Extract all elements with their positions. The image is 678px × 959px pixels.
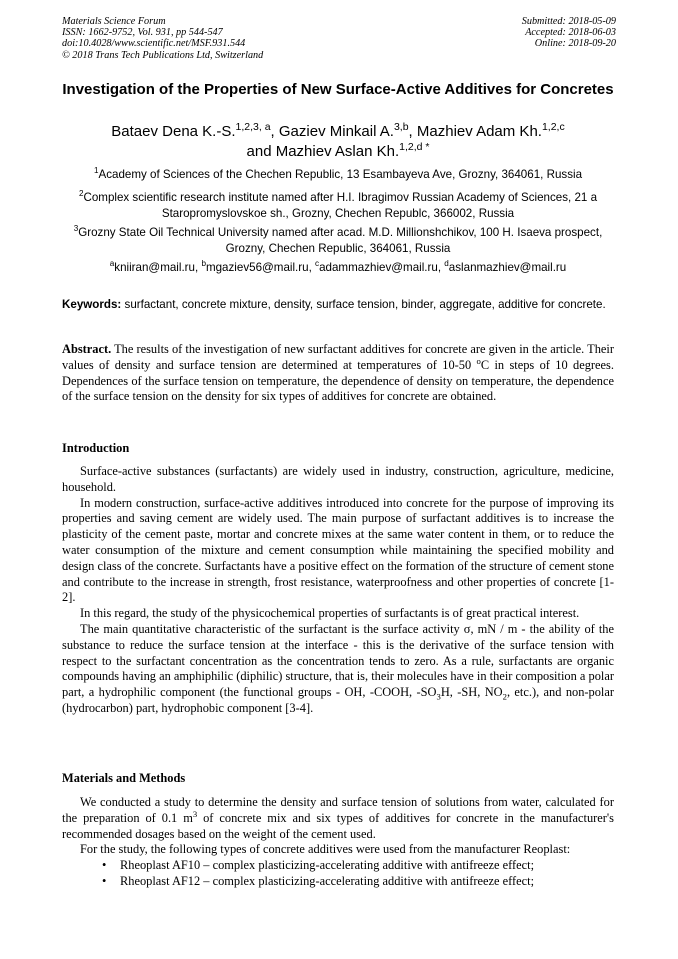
paragraph: We conducted a study to determine the density and surface tension of solutions from water, calculated for the preparation of 0.1 $m^3$ of concrete mix and six types of additives for concrete in the manufacturer's recommended dosages based on the weight of the cement used. [62, 795, 614, 841]
paragraph: Surface-active substances (surfactants) are widely used in industry, construction, agriculture, medicine, household. [62, 464, 614, 494]
copyright: © 2018 Trans Tech Publications Ltd, Switzerland [62, 49, 264, 61]
paragraph: The main quantitative characteristic of the surfactant is the surface activity σ, mN / m - the ability of the substance to reduce the surface tension at the interface - this is the derivative of the surface tension with respect to the surfactant concentration as the concentration tends to zero. As a rule, surfactants are organic compounds having an amphiphilic (diphilic) structure, that is, their molecules have in their composition a polar part, a hydrophilic component (the functional groups - OH, -COOH, $-SO_3H$, -SH, $NO_2$, etc.), and non-polar (hydrocarbon) part, hydrophobic component [3-4]. [62, 621, 615, 715]
email-a[interactable]: $^a$kniiran@mail.ru [109, 259, 195, 274]
methods-heading: Materials and Methods [62, 771, 186, 785]
online-date: Online: 2018-09-20 [534, 38, 616, 50]
bullet-icon: • [102, 858, 107, 873]
paragraph: In this regard, the study of the physicochemical properties of surfactants is of great practical interest. [80, 606, 580, 621]
keywords-label: Keywords: [62, 298, 122, 311]
affiliation-2: $^2$Complex scientific research institute named after H.I. Ibragimov Russian Academy of Sciences, 21 a Staropromyslovskoe sh., Grozny, Chechen Republc, 366002, Russia [78, 189, 598, 220]
bullet-icon: • [102, 873, 107, 888]
author: Mazhiev Aslan Kh.$^{1,2,d *}$ [275, 140, 430, 160]
author-list: Bataev Dena K.-S.$^{1,2,3, a}$, Gaziev Minkail A.$^{3,b}$, Mazhiev Adam Kh.$^{1,2,c}$ and Mazhiev Aslan Kh.$^{1,2,d *}$ [111, 121, 565, 160]
affiliation-3: $^3$Grozny State Oil Technical University named after acad. M.D. Millionshchikov, 100 H. Isaeva prospect, Grozny, Chechen Republic, 364061, Russia [73, 224, 603, 255]
list-item: • Rheoplast AF10 – complex plasticizing-accelerating additive with antifreeze effect; [102, 858, 535, 873]
paragraph: For the study, the following types of concrete additives were used from the manufacturer Reoplast: [80, 842, 571, 857]
paragraph: In modern construction, surface-active additives introduced into concrete for the purpose of improving its properties and saving cement are widely used. The main purpose of surfactant additives is to increase the plasticity of the cement paste, mortar and concrete mixes at the same water content in them, or to reduce the water consumption of the mixture and cement consumption while maintaining the specified mobility and design class of the concrete. Surfactants have a positive effect on the formation of the structure of cement stone and contribute to the increase in strength, frost resistance, waterproofness and other properties of concrete [1-2]. [62, 495, 614, 605]
abstract-label: Abstract. [62, 342, 112, 356]
introduction-body [62, 464, 614, 717]
journal-header [62, 16, 263, 61]
list-item: • Rheoplast AF12 – complex plasticizing-accelerating additive with antifreeze effect; [102, 873, 535, 888]
keywords-text: surfactant, concrete mixture, density, surface tension, binder, aggregate, additive for concrete. [124, 298, 606, 311]
methods-body [62, 795, 614, 890]
doi[interactable]: doi:10.4028/www.scientific.net/MSF.931.544 [62, 38, 246, 50]
dates-header [522, 16, 616, 50]
paper-title: Investigation of the Properties of New Surface-Active Additives for Concretes [62, 81, 614, 98]
author: Bataev Dena K.-S.$^{1,2,3, a}$ [111, 121, 271, 140]
author: Gaziev Minkail A.$^{3,b}$ [278, 121, 409, 140]
author: Mazhiev Adam Kh.$^{1,2,c}$ [416, 121, 565, 140]
email-c[interactable]: $^c$adammazhiev@mail.ru [315, 259, 438, 274]
keywords [62, 297, 614, 313]
email-list: $^a$kniiran@mail.ru, $^b$mgaziev56@mail.ru, $^c$adammazhiev@mail.ru, $^d$aslanmazhiev@mail.ru [109, 259, 567, 274]
submitted-date: Submitted: 2018-05-09 [521, 16, 616, 27]
additive-list [62, 858, 614, 890]
introduction-heading: Introduction [62, 441, 130, 455]
email-d[interactable]: $^d$aslanmazhiev@mail.ru [444, 259, 567, 274]
accepted-date: Accepted: 2018-06-03 [525, 27, 616, 39]
affiliation-1: $^1$Academy of Sciences of the Chechen Republic, 13 Esambayeva Ave, Grozny, 364061, Russia [93, 166, 583, 181]
abstract: Abstract. The results of the investigation of new surfactant additives for concrete are given in the article. Their values of density and surface tension are determined at temperatures of 10-50 $^o$C in steps of 10 degrees. Dependences of the surface tension on temperature, the dependence of density on temperature, the dependence of the surface tension on the density for six types of additives for concrete are obtained. [62, 342, 615, 404]
journal-name: Materials Science Forum [62, 16, 166, 27]
issn: ISSN: 1662-9752, Vol. 931, pp 544-547 [62, 27, 223, 39]
email-b[interactable]: $^b$mgaziev56@mail.ru [201, 259, 309, 274]
